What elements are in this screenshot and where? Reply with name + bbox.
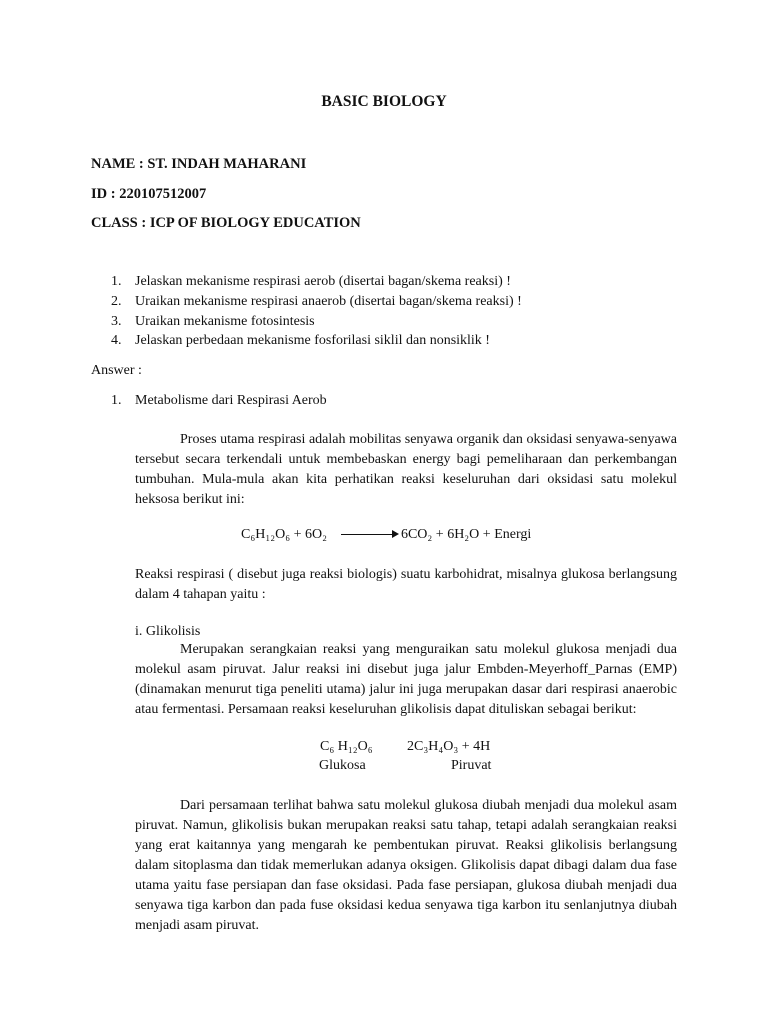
question-number: 3.: [111, 314, 122, 329]
equation-products: 6CO₂ + 6H₂O + Energi: [400, 527, 532, 542]
paragraph-glikolisis-detail: [135, 796, 677, 936]
question-text: Jelaskan perbedaan mekanisme fosforilasi siklil dan nonsiklik !: [135, 333, 490, 348]
paragraph-text: Merupakan serangkaian reaksi yang menguraikan satu molekul glukosa menjadi dua molekul asam piruvat. Jalur reaksi ini disebut juga jalur Embden-Meyerhoff_Parnas (EMP) (dinamakan menurut tiga peneliti utama) jalur ini juga merupakan dasar dari respirasi anaerobic atau fermentasi. Persamaan reaksi keseluruhan glikolisis dapat dituliskan sebagai berikut:: [135, 642, 677, 717]
paragraph-stages: [135, 565, 677, 605]
paragraph-text: Dari persamaan terlihat bahwa satu molekul glukosa diubah menjadi dua molekul asam piruvat. Namun, glikolisis bukan merupakan reaksi satu tahap, tetapi adalah serangkaian reaksi yang erat kaitannya yang mengarah ke pembentukan piruvat. Reaksi glikolisis berlangsung dalam sitoplasma dan tidak memerlukan adanya oksigen. Glikolisis dapat dibagi dalam dua fase utama yaitu fase persiapan dan fase oksidasi. Pada fase persiapan, glukosa diubah menjadi dua senyawa tiga karbon dan pada fuse oksidasi kedua senyawa tiga karbon itu senlanjutnya diubah menjadi asam piruvat.: [135, 798, 677, 933]
student-name: NAME : ST. INDAH MAHARANI: [91, 156, 307, 172]
answer-label: Answer :: [91, 363, 142, 378]
equation-respiration: [241, 527, 531, 543]
equation-reactants: C₆H₁₂O₆ + 6O₂: [241, 527, 327, 542]
student-class: CLASS : ICP OF BIOLOGY EDUCATION: [91, 215, 361, 231]
equation-glycolysis-left: C₆ H₁₂O₆: [320, 739, 373, 754]
paragraph-text: Reaksi respirasi ( disebut juga reaksi biologis) suatu karbohidrat, misalnya glukosa berlangsung dalam 4 tahapan yaitu :: [135, 567, 677, 602]
student-id: ID : 220107512007: [91, 186, 207, 202]
equation-glycolysis-right: 2C₃H₄O₃ + 4H: [407, 739, 491, 754]
paragraph-text: Proses utama respirasi adalah mobilitas senyawa organik dan oksidasi senyawa-senyawa tersebut secara terkendali untuk membebaskan energy bagi pemeliharaan dan perkembangan tumbuhan. Mula-mula akan kita perhatikan reaksi keseluruhan dari oksidasi satu molekul heksosa berikut ini:: [135, 432, 677, 507]
question-text: Uraikan mekanisme fotosintesis: [135, 314, 315, 329]
question-number: 1.: [111, 274, 122, 289]
paragraph-glikolisis: [135, 640, 677, 720]
section-heading: Metabolisme dari Respirasi Aerob: [135, 393, 327, 408]
label-glukosa: Glukosa: [319, 758, 366, 773]
section-number: 1.: [111, 393, 122, 408]
paragraph-intro: [135, 430, 677, 510]
document-title: BASIC BIOLOGY: [321, 93, 447, 110]
label-piruvat: Piruvat: [451, 758, 492, 773]
question-number: 4.: [111, 333, 122, 348]
subheading-glikolisis: i. Glikolisis: [135, 624, 201, 639]
question-text: Jelaskan mekanisme respirasi aerob (disertai bagan/skema reaksi) !: [135, 274, 511, 289]
question-number: 2.: [111, 294, 122, 309]
arrow-icon: [341, 530, 399, 540]
question-text: Uraikan mekanisme respirasi anaerob (disertai bagan/skema reaksi) !: [135, 294, 522, 309]
